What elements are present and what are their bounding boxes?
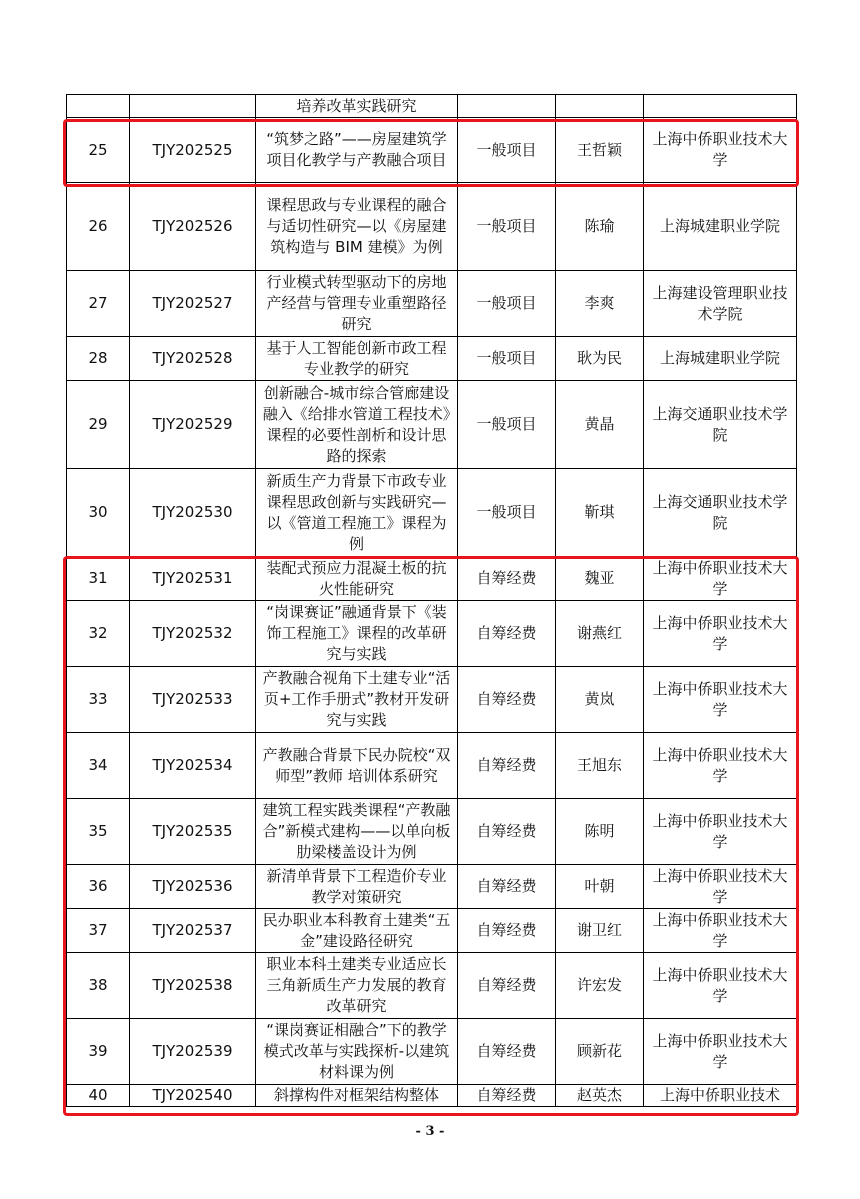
cell-project-title: 课程思政与专业课程的融合与适切性研究—以《房屋建筑构造与 BIM 建模》为例	[256, 183, 458, 271]
cell-unit: 上海中侨职业技术大学	[644, 1019, 797, 1085]
cell-project-type: 自筹经费	[458, 909, 556, 953]
cell-project-leader: 叶朝	[556, 865, 644, 909]
cell-project-type: 自筹经费	[458, 601, 556, 667]
table-row	[67, 381, 797, 469]
cell-unit: 上海中侨职业技术大学	[644, 118, 797, 183]
cell-unit: 上海交通职业技术学院	[644, 381, 797, 469]
cell-project-leader: 王哲颖	[556, 118, 644, 183]
cell-project-code: TJY202527	[130, 271, 256, 337]
cell-number: 27	[67, 271, 130, 337]
cell-number: 30	[67, 469, 130, 557]
cell-number: 33	[67, 667, 130, 733]
cell-unit: 上海城建职业学院	[644, 337, 797, 381]
table-row	[67, 909, 797, 953]
cell-number: 39	[67, 1019, 130, 1085]
cell-project-leader: 陈明	[556, 799, 644, 865]
cell-project-code: TJY202529	[130, 381, 256, 469]
cell-number: 35	[67, 799, 130, 865]
cell-unit: 上海中侨职业技术大学	[644, 865, 797, 909]
cell-project-leader: 谢燕红	[556, 601, 644, 667]
cell-project-code: TJY202526	[130, 183, 256, 271]
cell-project-title: “岗课赛证”融通背景下《装饰工程施工》课程的改革研究与实践	[256, 601, 458, 667]
cell-project-type: 一般项目	[458, 381, 556, 469]
cell-number: 31	[67, 557, 130, 601]
cell-project-leader	[556, 95, 644, 118]
cell-project-type: 自筹经费	[458, 1085, 556, 1107]
page-number: - 3 -	[415, 1124, 445, 1139]
cell-unit: 上海交通职业技术学院	[644, 469, 797, 557]
cell-number: 25	[67, 118, 130, 183]
cell-project-title: 产教融合视角下土建专业“活页+工作手册式”教材开发研究与实践	[256, 667, 458, 733]
cell-project-code: TJY202539	[130, 1019, 256, 1085]
cell-project-type: 一般项目	[458, 337, 556, 381]
cell-project-type: 一般项目	[458, 271, 556, 337]
cell-project-code: TJY202538	[130, 953, 256, 1019]
table-row	[67, 557, 797, 601]
cell-project-code: TJY202530	[130, 469, 256, 557]
cell-project-type: 一般项目	[458, 118, 556, 183]
table-row	[67, 1019, 797, 1085]
cell-project-leader: 顾新花	[556, 1019, 644, 1085]
cell-number: 37	[67, 909, 130, 953]
cell-unit: 上海中侨职业技术	[644, 1085, 797, 1107]
cell-number: 32	[67, 601, 130, 667]
cell-project-code	[130, 95, 256, 118]
table-row	[67, 95, 797, 118]
cell-number	[67, 95, 130, 118]
cell-project-title: “课岗赛证相融合”下的教学模式改革与实践探析-以建筑材料课为例	[256, 1019, 458, 1085]
cell-project-code: TJY202536	[130, 865, 256, 909]
table-row	[67, 799, 797, 865]
cell-project-title: 装配式预应力混凝土板的抗火性能研究	[256, 557, 458, 601]
cell-project-code: TJY202532	[130, 601, 256, 667]
cell-unit: 上海中侨职业技术大学	[644, 667, 797, 733]
cell-project-code: TJY202537	[130, 909, 256, 953]
cell-project-type: 自筹经费	[458, 865, 556, 909]
cell-project-title: “筑梦之路”——房屋建筑学项目化教学与产教融合项目	[256, 118, 458, 183]
cell-project-type: 自筹经费	[458, 1019, 556, 1085]
cell-number: 38	[67, 953, 130, 1019]
cell-project-title: 新质生产力背景下市政专业课程思政创新与实践研究—以《管道工程施工》课程为例	[256, 469, 458, 557]
cell-project-type: 自筹经费	[458, 557, 556, 601]
cell-project-leader: 靳琪	[556, 469, 644, 557]
cell-project-title: 产教融合背景下民办院校“双师型”教师 培训体系研究	[256, 733, 458, 799]
cell-project-leader: 赵英杰	[556, 1085, 644, 1107]
cell-project-leader: 王旭东	[556, 733, 644, 799]
cell-project-type: 一般项目	[458, 469, 556, 557]
cell-project-title: 行业模式转型驱动下的房地产经营与管理专业重塑路径研究	[256, 271, 458, 337]
cell-unit: 上海中侨职业技术大学	[644, 909, 797, 953]
cell-project-title: 创新融合-城市综合管廊建设融入《给排水管道工程技术》课程的必要性剖析和设计思路的探索	[256, 381, 458, 469]
cell-project-leader: 耿为民	[556, 337, 644, 381]
table-row	[67, 469, 797, 557]
table-row	[67, 865, 797, 909]
cell-project-title: 基于人工智能创新市政工程专业教学的研究	[256, 337, 458, 381]
cell-unit: 上海中侨职业技术大学	[644, 557, 797, 601]
cell-project-type: 自筹经费	[458, 733, 556, 799]
table-row	[67, 271, 797, 337]
cell-project-title: 培养改革实践研究	[256, 95, 458, 118]
cell-project-title: 新清单背景下工程造价专业教学对策研究	[256, 865, 458, 909]
cell-project-type: 自筹经费	[458, 953, 556, 1019]
cell-project-leader: 魏亚	[556, 557, 644, 601]
cell-unit	[644, 95, 797, 118]
cell-number: 29	[67, 381, 130, 469]
table-row	[67, 337, 797, 381]
cell-unit: 上海中侨职业技术大学	[644, 953, 797, 1019]
cell-project-type: 自筹经费	[458, 799, 556, 865]
project-table	[66, 94, 797, 1107]
cell-number: 28	[67, 337, 130, 381]
cell-project-code: TJY202528	[130, 337, 256, 381]
cell-project-leader: 许宏发	[556, 953, 644, 1019]
cell-project-code: TJY202525	[130, 118, 256, 183]
table-row	[67, 601, 797, 667]
table-row	[67, 1085, 797, 1107]
cell-project-title: 职业本科土建类专业适应长三角新质生产力发展的教育改革研究	[256, 953, 458, 1019]
cell-project-type: 一般项目	[458, 183, 556, 271]
cell-project-code: TJY202531	[130, 557, 256, 601]
cell-number: 26	[67, 183, 130, 271]
cell-number: 34	[67, 733, 130, 799]
cell-project-leader: 李爽	[556, 271, 644, 337]
table-row	[67, 118, 797, 183]
table-row	[67, 733, 797, 799]
cell-project-code: TJY202533	[130, 667, 256, 733]
cell-project-code: TJY202535	[130, 799, 256, 865]
table-row	[67, 953, 797, 1019]
cell-project-leader: 谢卫红	[556, 909, 644, 953]
cell-number: 36	[67, 865, 130, 909]
cell-project-code: TJY202540	[130, 1085, 256, 1107]
cell-project-leader: 黄晶	[556, 381, 644, 469]
cell-project-type: 自筹经费	[458, 667, 556, 733]
cell-unit: 上海中侨职业技术大学	[644, 799, 797, 865]
cell-project-leader: 陈瑜	[556, 183, 644, 271]
cell-project-title: 民办职业本科教育土建类“五金”建设路径研究	[256, 909, 458, 953]
cell-project-type	[458, 95, 556, 118]
cell-number: 40	[67, 1085, 130, 1107]
cell-project-title: 建筑工程实践类课程“产教融合”新模式建构——以单向板肋梁楼盖设计为例	[256, 799, 458, 865]
cell-project-leader: 黄岚	[556, 667, 644, 733]
cell-unit: 上海建设管理职业技术学院	[644, 271, 797, 337]
cell-project-code: TJY202534	[130, 733, 256, 799]
table-row	[67, 183, 797, 271]
cell-project-title: 斜撑构件对框架结构整体	[256, 1085, 458, 1107]
cell-unit: 上海城建职业学院	[644, 183, 797, 271]
cell-unit: 上海中侨职业技术大学	[644, 601, 797, 667]
project-table-body	[67, 95, 797, 1107]
cell-unit: 上海中侨职业技术大学	[644, 733, 797, 799]
table-row	[67, 667, 797, 733]
